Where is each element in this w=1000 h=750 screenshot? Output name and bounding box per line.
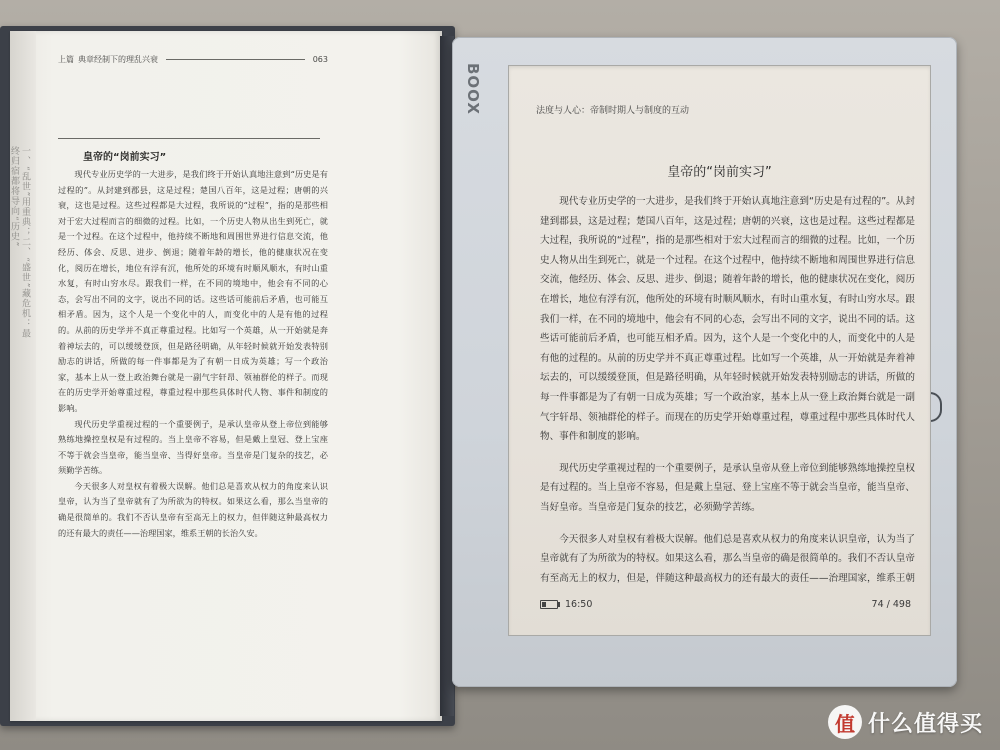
site-watermark [828,702,983,742]
brand-logo: BOOX [464,63,482,115]
book-section-heading: 皇帝的“岗前实习” [83,152,167,163]
reader-paragraph: 现代专业历史学的一大进步，是我们终于开始认真地注意到“历史是有过程的”。从封建到郡县，这是过程；楚国八百年，这是过程；唐朝的兴衰，这也是过程。这些过程都是大过程，我所说的“过程”，指的是那些相对于宏大过程而言的细微的过程。比如，一个历史人物从出生到死亡，就是一个过程。在这个过程中，他持续不断地和周围世界进行信息交流，他经历、体会、反思、进步、倒退；随着年龄的增长，他的健康状况在变化，阅历在增长，地位有浮有沉，他所处的环境有时顺风顺水，有时山重水复，有时山穷水尽。跟我们一样，在不同的境地中，他会有不同的心态，会写出不同的文字，说出不同的话。这些话可能前后矛盾，也可能互相矛盾。因为，这个人是一个变化中的人，而变化中的人是有他的过程的。从前的历史学并不真正尊重过程。比如写一个英雄，从一开始就是奔着神坛去的，可以缓缓登顶，但是路径明确，从年轻时候就开始发表特别励志的讲话，所做的每一件事都是为了有朝一日成为英雄；写一个政治家，基本上从一登上政治舞台就是一副气宇轩昂、领袖群伦的样子。而现在的历史学开始尊重过程，尊重过程中那些具体时代人物、事件和制度的影响。 [540,196,915,443]
facing-page-edge [10,31,36,721]
book-title-header: 法度与人心：帝制时期人与制度的互动 [536,106,690,116]
watermark-text: 什么值得买 [868,711,984,737]
book-part-label: 上篇 [58,54,74,64]
book-running-header [58,51,328,67]
book-part-title: 典章经制下的理乱兴衰 [78,54,158,64]
book-paragraph: 今天很多人对皇权有着极大误解。他们总是喜欢从权力的角度来认识皇帝，认为当了皇帝就有了为所欲为的特权。如果这么看，那么当皇帝的确是很简单的。我们不否认皇帝有至高无上的权力，但伴随这种最高权力的还有最大的责任——治理国家，维系王朝的长治久安。 [58,480,328,538]
book-paragraph: 现代专业历史学的一大进步，是我们终于开始认真地注意到“历史是有过程的”。从封建到郡县，这是过程；楚国八百年，这是过程；唐朝的兴衰，这也是过程。这些过程都是大过程，我所说的“过程”，指的是那些相对于宏大过程而言的细微的过程。比如，一个历史人物从出生到死亡，就是一个过程。在这个过程中，他持续不断地和周围世界进行信息交流，他经历、体会、反思、进步、倒退；随着年龄的增长，他的健康状况在变化，阅历在增长，地位有浮有沉，他所处的环境有时顺风顺水，有时山重水复，有时山穷水尽。跟我们一样，在不同的境地中，他会有不同的心态，会写出不同的文字，说出不同的话。这些话可能前后矛盾，也可能互相矛盾。因为，这个人是一个变化中的人，而变化中的人是有他的过程的。从前的历史学并不真正尊重过程。比如写一个英雄，从一开始就是奔着神坛去的，可以缓缓登顶，但是路径明确，从年轻时候就开始发表特别励志的讲话，所做的每一件事都是为了有朝一日成为英雄；写一个政治家，基本上从一登上政治舞台就是一副气宇轩昂、领袖群伦的样子。而现在的历史学开始尊重过程，尊重过程中那些具体时代人物、事件和制度的影响。 [58,169,328,413]
reader-paragraph: 今天很多人对皇权有着极大误解。他们总是喜欢从权力的角度来认识皇帝，认为当了皇帝就有了为所欲为的特权。如果这么看，那么当皇帝的确是很简单的。我们不否认皇帝有至高无上的权力，但是，伴随这种最高权力的还有最大的责任——治理国家，维系王朝 [540,533,915,584]
page-indicator: 74 / 498 [871,598,911,610]
header-rule [166,59,305,60]
book-paragraph: 现代历史学重视过程的一个重要例子，是承认皇帝从登上帝位到能够熟练地操控皇权是有过程的。当上皇帝不容易，但是戴上皇冠、登上宝座不等于就会当皇帝，能当皇帝、当得好皇帝。当皇帝是门复杂的技艺，必须勤学苦练。 [58,418,328,476]
book-body-text [58,167,328,541]
facing-page-text: 一、“乱世”用重典；二、“盛世”藏危机：最终归宿都将导向“历史” [9,146,30,339]
book-page-number: 063 [312,54,328,64]
watermark-logo-icon: 值 [828,705,862,739]
reader-status-bar [540,597,911,611]
reader-paragraph: 现代历史学重视过程的一个重要例子，是承认皇帝从登上帝位到能够熟练地操控皇权是有过程的。当上皇帝不容易，但是戴上皇冠、登上宝座不等于就会当皇帝，能当皇帝、当好皇帝。当皇帝是门复杂的技艺，必须勤学苦练。 [540,462,915,513]
paper-book-page [10,31,442,721]
section-divider [58,138,320,139]
clock-time: 16:50 [565,598,593,610]
chapter-title: 皇帝的“岗前实习” [667,165,772,180]
e-ink-screen[interactable] [508,65,931,636]
e-reader-device [452,37,957,687]
page-turn-button[interactable] [930,392,942,422]
battery-icon [540,600,558,609]
reader-body-text [540,192,915,588]
